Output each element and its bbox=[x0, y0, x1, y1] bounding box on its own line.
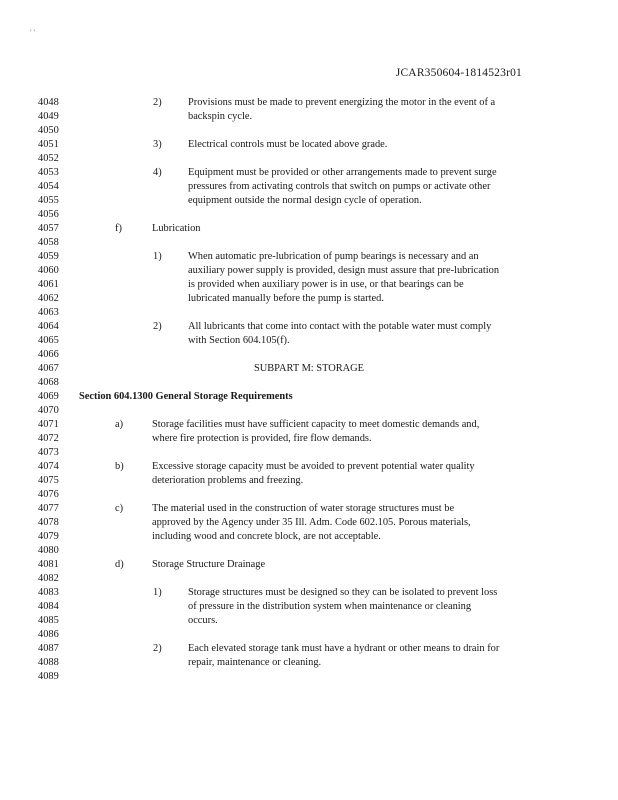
line-number: 4067 bbox=[38, 363, 59, 374]
line-4071 bbox=[0, 418, 618, 432]
line-number: 4069 bbox=[38, 391, 59, 402]
line-number: 4080 bbox=[38, 545, 59, 556]
line-number: 4087 bbox=[38, 643, 59, 654]
line-4065 bbox=[0, 334, 618, 348]
line-4089 bbox=[0, 670, 618, 684]
body-text: with Section 604.105(f). bbox=[188, 335, 290, 346]
line-4083 bbox=[0, 586, 618, 600]
line-number: 4081 bbox=[38, 559, 59, 570]
line-4085 bbox=[0, 614, 618, 628]
line-4048 bbox=[0, 96, 618, 110]
line-number: 4050 bbox=[38, 125, 59, 136]
item-label: 2) bbox=[153, 643, 162, 654]
line-number: 4066 bbox=[38, 349, 59, 360]
line-4077 bbox=[0, 502, 618, 516]
body-text: Excessive storage capacity must be avoided to prevent potential water quality bbox=[152, 461, 475, 472]
line-number: 4057 bbox=[38, 223, 59, 234]
body-text: Each elevated storage tank must have a hydrant or other means to drain for bbox=[188, 643, 500, 654]
item-label: 1) bbox=[153, 251, 162, 262]
line-4074 bbox=[0, 460, 618, 474]
line-4053 bbox=[0, 166, 618, 180]
line-4052 bbox=[0, 152, 618, 166]
line-number: 4055 bbox=[38, 195, 59, 206]
line-number: 4051 bbox=[38, 139, 59, 150]
body-text: occurs. bbox=[188, 615, 218, 626]
line-number: 4083 bbox=[38, 587, 59, 598]
line-number: 4073 bbox=[38, 447, 59, 458]
line-number: 4056 bbox=[38, 209, 59, 220]
line-number: 4049 bbox=[38, 111, 59, 122]
item-label: a) bbox=[115, 419, 124, 430]
item-label: d) bbox=[115, 559, 124, 570]
line-number: 4079 bbox=[38, 531, 59, 542]
body-text: is provided when auxiliary power is in use, or that bearings can be bbox=[188, 279, 464, 290]
item-label: 2) bbox=[153, 97, 162, 108]
line-number: 4068 bbox=[38, 377, 59, 388]
line-4073 bbox=[0, 446, 618, 460]
line-4062 bbox=[0, 292, 618, 306]
line-4054 bbox=[0, 180, 618, 194]
body-text: pressures from activating controls that switch on pumps or activate other bbox=[188, 181, 491, 192]
body-text: Electrical controls must be located above grade. bbox=[188, 139, 388, 150]
body-text: backspin cycle. bbox=[188, 111, 253, 122]
line-4058 bbox=[0, 236, 618, 250]
line-number: 4064 bbox=[38, 321, 59, 332]
line-number: 4086 bbox=[38, 629, 59, 640]
line-number: 4085 bbox=[38, 615, 59, 626]
item-label: c) bbox=[115, 503, 124, 514]
line-number: 4054 bbox=[38, 181, 59, 192]
line-number: 4071 bbox=[38, 419, 59, 430]
line-number: 4058 bbox=[38, 237, 59, 248]
line-4055 bbox=[0, 194, 618, 208]
line-4069 bbox=[0, 390, 618, 404]
item-label: b) bbox=[115, 461, 124, 472]
body-text: Storage facilities must have sufficient capacity to meet domestic demands and, bbox=[152, 419, 480, 430]
section-heading: Section 604.1300 General Storage Requirements bbox=[79, 391, 293, 402]
line-4080 bbox=[0, 544, 618, 558]
body-text: including wood and concrete block, are not acceptable. bbox=[152, 531, 381, 542]
body-text: approved by the Agency under 35 Ill. Adm. Code 602.105. Porous materials, bbox=[152, 517, 471, 528]
line-number: 4061 bbox=[38, 279, 59, 290]
line-number: 4082 bbox=[38, 573, 59, 584]
body-text: Lubrication bbox=[152, 223, 201, 234]
line-number: 4077 bbox=[38, 503, 59, 514]
line-4059 bbox=[0, 250, 618, 264]
line-number: 4070 bbox=[38, 405, 59, 416]
body-text: equipment outside the normal design cycle of operation. bbox=[188, 195, 422, 206]
body-text: Provisions must be made to prevent energizing the motor in the event of a bbox=[188, 97, 496, 108]
item-label: 2) bbox=[153, 321, 162, 332]
line-number: 4063 bbox=[38, 307, 59, 318]
line-number: 4089 bbox=[38, 671, 59, 682]
scan-specks: ' ' bbox=[30, 28, 35, 37]
line-number: 4060 bbox=[38, 265, 59, 276]
line-number: 4074 bbox=[38, 461, 59, 472]
body-text: When automatic pre-lubrication of pump bearings is necessary and an bbox=[188, 251, 479, 262]
line-number: 4048 bbox=[38, 97, 59, 108]
line-number: 4053 bbox=[38, 167, 59, 178]
line-4050 bbox=[0, 124, 618, 138]
body-text: The material used in the construction of water storage structures must be bbox=[152, 503, 455, 514]
body-text: Storage structures must be designed so they can be isolated to prevent loss bbox=[188, 587, 498, 598]
line-4056 bbox=[0, 208, 618, 222]
body-text: deterioration problems and freezing. bbox=[152, 475, 304, 486]
line-4068 bbox=[0, 376, 618, 390]
line-4079 bbox=[0, 530, 618, 544]
line-number: 4059 bbox=[38, 251, 59, 262]
line-4082 bbox=[0, 572, 618, 586]
line-number: 4078 bbox=[38, 517, 59, 528]
line-4081 bbox=[0, 558, 618, 572]
item-label: 1) bbox=[153, 587, 162, 598]
body-text: All lubricants that come into contact with the potable water must comply bbox=[188, 321, 492, 332]
body-text: where fire protection is provided, fire flow demands. bbox=[152, 433, 372, 444]
line-number: 4065 bbox=[38, 335, 59, 346]
line-4087 bbox=[0, 642, 618, 656]
line-4070 bbox=[0, 404, 618, 418]
line-number: 4072 bbox=[38, 433, 59, 444]
line-number: 4076 bbox=[38, 489, 59, 500]
line-4075 bbox=[0, 474, 618, 488]
line-4057 bbox=[0, 222, 618, 236]
item-label: 3) bbox=[153, 139, 162, 150]
line-4064 bbox=[0, 320, 618, 334]
line-number: 4052 bbox=[38, 153, 59, 164]
line-4076 bbox=[0, 488, 618, 502]
line-number: 4084 bbox=[38, 601, 59, 612]
body-text: lubricated manually before the pump is started. bbox=[188, 293, 384, 304]
line-4088 bbox=[0, 656, 618, 670]
line-4061 bbox=[0, 278, 618, 292]
body-text: of pressure in the distribution system when maintenance or cleaning bbox=[188, 601, 472, 612]
line-4078 bbox=[0, 516, 618, 530]
item-label: 4) bbox=[153, 167, 162, 178]
line-number: 4075 bbox=[38, 475, 59, 486]
line-4086 bbox=[0, 628, 618, 642]
line-4063 bbox=[0, 306, 618, 320]
body-text: Storage Structure Drainage bbox=[152, 559, 266, 570]
line-4051 bbox=[0, 138, 618, 152]
line-4084 bbox=[0, 600, 618, 614]
line-number: 4062 bbox=[38, 293, 59, 304]
line-number: 4088 bbox=[38, 657, 59, 668]
item-label: f) bbox=[115, 223, 122, 234]
line-4066 bbox=[0, 348, 618, 362]
line-4060 bbox=[0, 264, 618, 278]
line-4072 bbox=[0, 432, 618, 446]
subpart-heading: SUBPART M: STORAGE bbox=[253, 363, 365, 374]
body-text: Equipment must be provided or other arrangements made to prevent surge bbox=[188, 167, 497, 178]
document-id: JCAR350604-1814523r01 bbox=[395, 67, 522, 79]
line-4067 bbox=[0, 362, 618, 376]
body-text: repair, maintenance or cleaning. bbox=[188, 657, 322, 668]
body-text: auxiliary power supply is provided, design must assure that pre-lubrication bbox=[188, 265, 500, 276]
line-4049 bbox=[0, 110, 618, 124]
